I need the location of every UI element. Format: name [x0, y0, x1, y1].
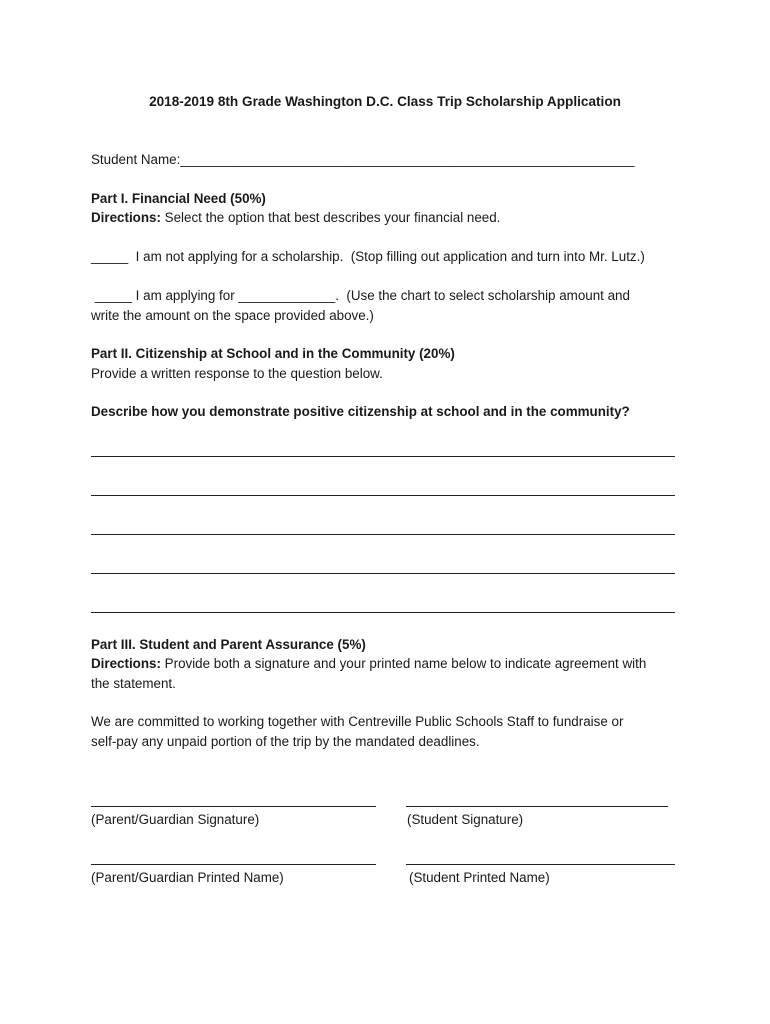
- part2-instruction: Provide a written response to the question below.: [91, 366, 383, 381]
- response-line[interactable]: [91, 612, 675, 613]
- part1-heading: Part I. Financial Need (50%): [91, 191, 266, 206]
- response-line[interactable]: [91, 534, 675, 535]
- student-printed-name-label: (Student Printed Name): [409, 870, 550, 885]
- part1-directions-label: Directions:: [91, 210, 161, 225]
- student-name-line: [91, 150, 635, 170]
- parent-signature-label: (Parent/Guardian Signature): [91, 812, 260, 827]
- part1-option-applying-continued: write the amount on the space provided above.): [91, 308, 374, 323]
- part2-question: Describe how you demonstrate positive citizenship at school and in the community?: [91, 404, 630, 419]
- parent-signature-line[interactable]: [91, 806, 376, 807]
- response-line[interactable]: [91, 573, 675, 574]
- student-printed-name-line[interactable]: [406, 864, 675, 865]
- document-title: 2018-2019 8th Grade Washington D.C. Class Trip Scholarship Application: [149, 94, 621, 109]
- part1-option-not-applying[interactable]: _____ I am not applying for a scholarship. (Stop filling out application and turn into Mr. Lutz.): [91, 249, 645, 264]
- response-line[interactable]: [91, 456, 675, 457]
- part3-heading: Part III. Student and Parent Assurance (5%): [91, 637, 366, 652]
- parent-printed-name-label: (Parent/Guardian Printed Name): [91, 870, 284, 885]
- part1-option-applying[interactable]: _____ I am applying for _____________. (Use the chart to select scholarship amount and: [91, 288, 630, 303]
- student-name-blank[interactable]: _____________________________________________________________: [180, 152, 635, 167]
- part1-directions: [91, 208, 500, 228]
- parent-printed-name-line[interactable]: [91, 864, 376, 865]
- student-signature-line[interactable]: [406, 806, 668, 807]
- part3-directions: [91, 654, 646, 674]
- response-line[interactable]: [91, 495, 675, 496]
- assurance-statement-line1: We are committed to working together with Centreville Public Schools Staff to fundraise or: [91, 714, 624, 729]
- part3-directions-label: Directions:: [91, 656, 161, 671]
- student-signature-label: (Student Signature): [407, 812, 524, 827]
- part3-directions-text: Provide both a signature and your printed name below to indicate agreement with: [160, 656, 647, 671]
- student-name-label: Student Name:: [91, 152, 181, 167]
- part1-directions-text: Select the option that best describes your financial need.: [160, 210, 501, 225]
- assurance-statement-line2: self-pay any unpaid portion of the trip by the mandated deadlines.: [91, 734, 480, 749]
- part3-directions-continued: the statement.: [91, 676, 176, 691]
- part2-heading: Part II. Citizenship at School and in the Community (20%): [91, 346, 455, 361]
